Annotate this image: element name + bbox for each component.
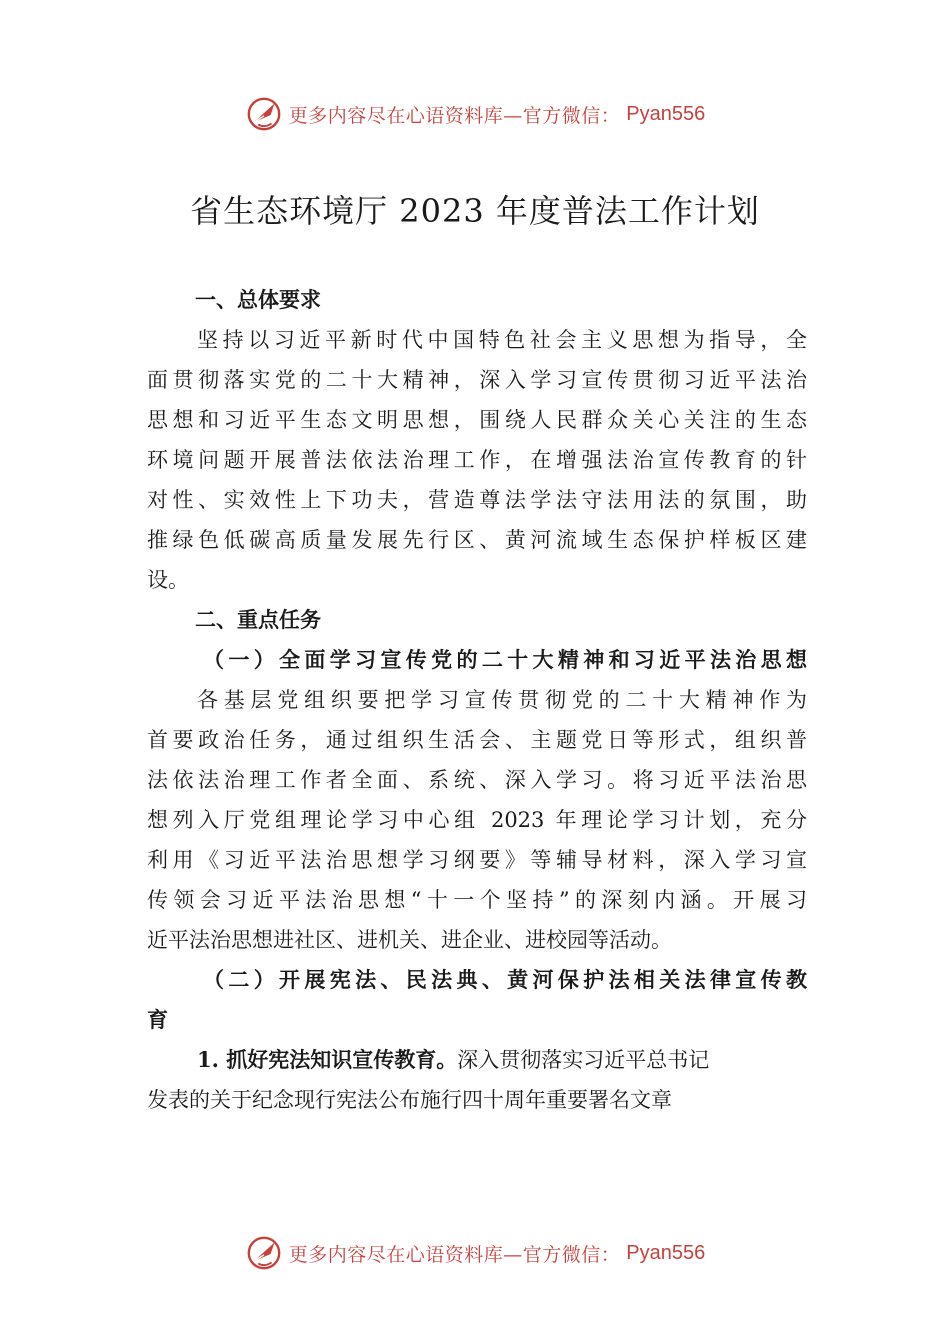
section-heading-tasks: 二、重点任务: [195, 608, 321, 632]
document-title: 省生态环境厅 2023 年度普法工作计划: [190, 192, 760, 230]
paragraph-line: 对性、实效性上下功夫，营造尊法学法守法用法的氛围，助: [147, 488, 807, 512]
header-banner: [0, 92, 950, 136]
quill-logo-icon: [245, 1234, 283, 1272]
paragraph-line: 思想和习近平生态文明思想，围绕人民群众关心关注的生态: [147, 408, 807, 432]
subsection-heading: （一）全面学习宣传党的二十大精神和习近平法治思想: [203, 647, 807, 672]
paragraph-line: 发表的关于纪念现行宪法公布施行四十周年重要署名文章: [147, 1088, 672, 1112]
paragraph-line: 传领会习近平法治思想“十一个坚持”的深刻内涵。开展习: [147, 888, 807, 912]
banner-wechat-id: Pyan556: [626, 1241, 706, 1264]
paragraph-line: 环境问题开展普法依法治理工作，在增强法治宣传教育的针: [147, 448, 807, 472]
document-body: [147, 280, 807, 1120]
item-label: 1. 抓好宪法知识宣传教育。: [197, 1047, 458, 1072]
subsection-heading-continued: 育: [147, 1007, 168, 1032]
paragraph-line: 各基层党组织要把学习宣传贯彻党的二十大精神作为: [197, 688, 807, 712]
paragraph-line: 近平法治思想进社区、进机关、进企业、进校园等活动。: [147, 928, 672, 952]
banner-text: 更多内容尽在心语资料库—官方微信：: [288, 104, 621, 127]
banner-text: 更多内容尽在心语资料库—官方微信：: [288, 1243, 621, 1266]
section-heading-general: 一、总体要求: [195, 288, 321, 312]
banner-wechat-id: Pyan556: [626, 102, 706, 125]
paragraph-line: 首要政治任务，通过组织生活会、主题党日等形式，组织普: [147, 728, 807, 752]
paragraph-line: 设。: [147, 568, 189, 592]
item-line: [147, 1040, 807, 1080]
paragraph-line: 利用《习近平法治思想学习纲要》等辅导材料，深入学习宣: [147, 848, 807, 872]
subsection-heading: （二）开展宪法、民法典、黄河保护法相关法律宣传教: [203, 967, 807, 992]
paragraph-line: 法依法治理工作者全面、系统、深入学习。将习近平法治思: [147, 768, 807, 792]
paragraph-line: 坚持以习近平新时代中国特色社会主义思想为指导，全: [197, 328, 807, 352]
paragraph-line: 面贯彻落实党的二十大精神，深入学习宣传贯彻习近平法治: [147, 368, 807, 392]
paragraph-line: 想列入厅党组理论学习中心组 2023 年理论学习计划，充分: [147, 808, 807, 832]
item-text: 深入贯彻落实习近平总书记: [457, 1048, 710, 1072]
footer-banner: [0, 1231, 950, 1275]
paragraph-line: 推绿色低碳高质量发展先行区、黄河流域生态保护样板区建: [147, 528, 807, 552]
quill-logo-icon: [245, 95, 283, 133]
